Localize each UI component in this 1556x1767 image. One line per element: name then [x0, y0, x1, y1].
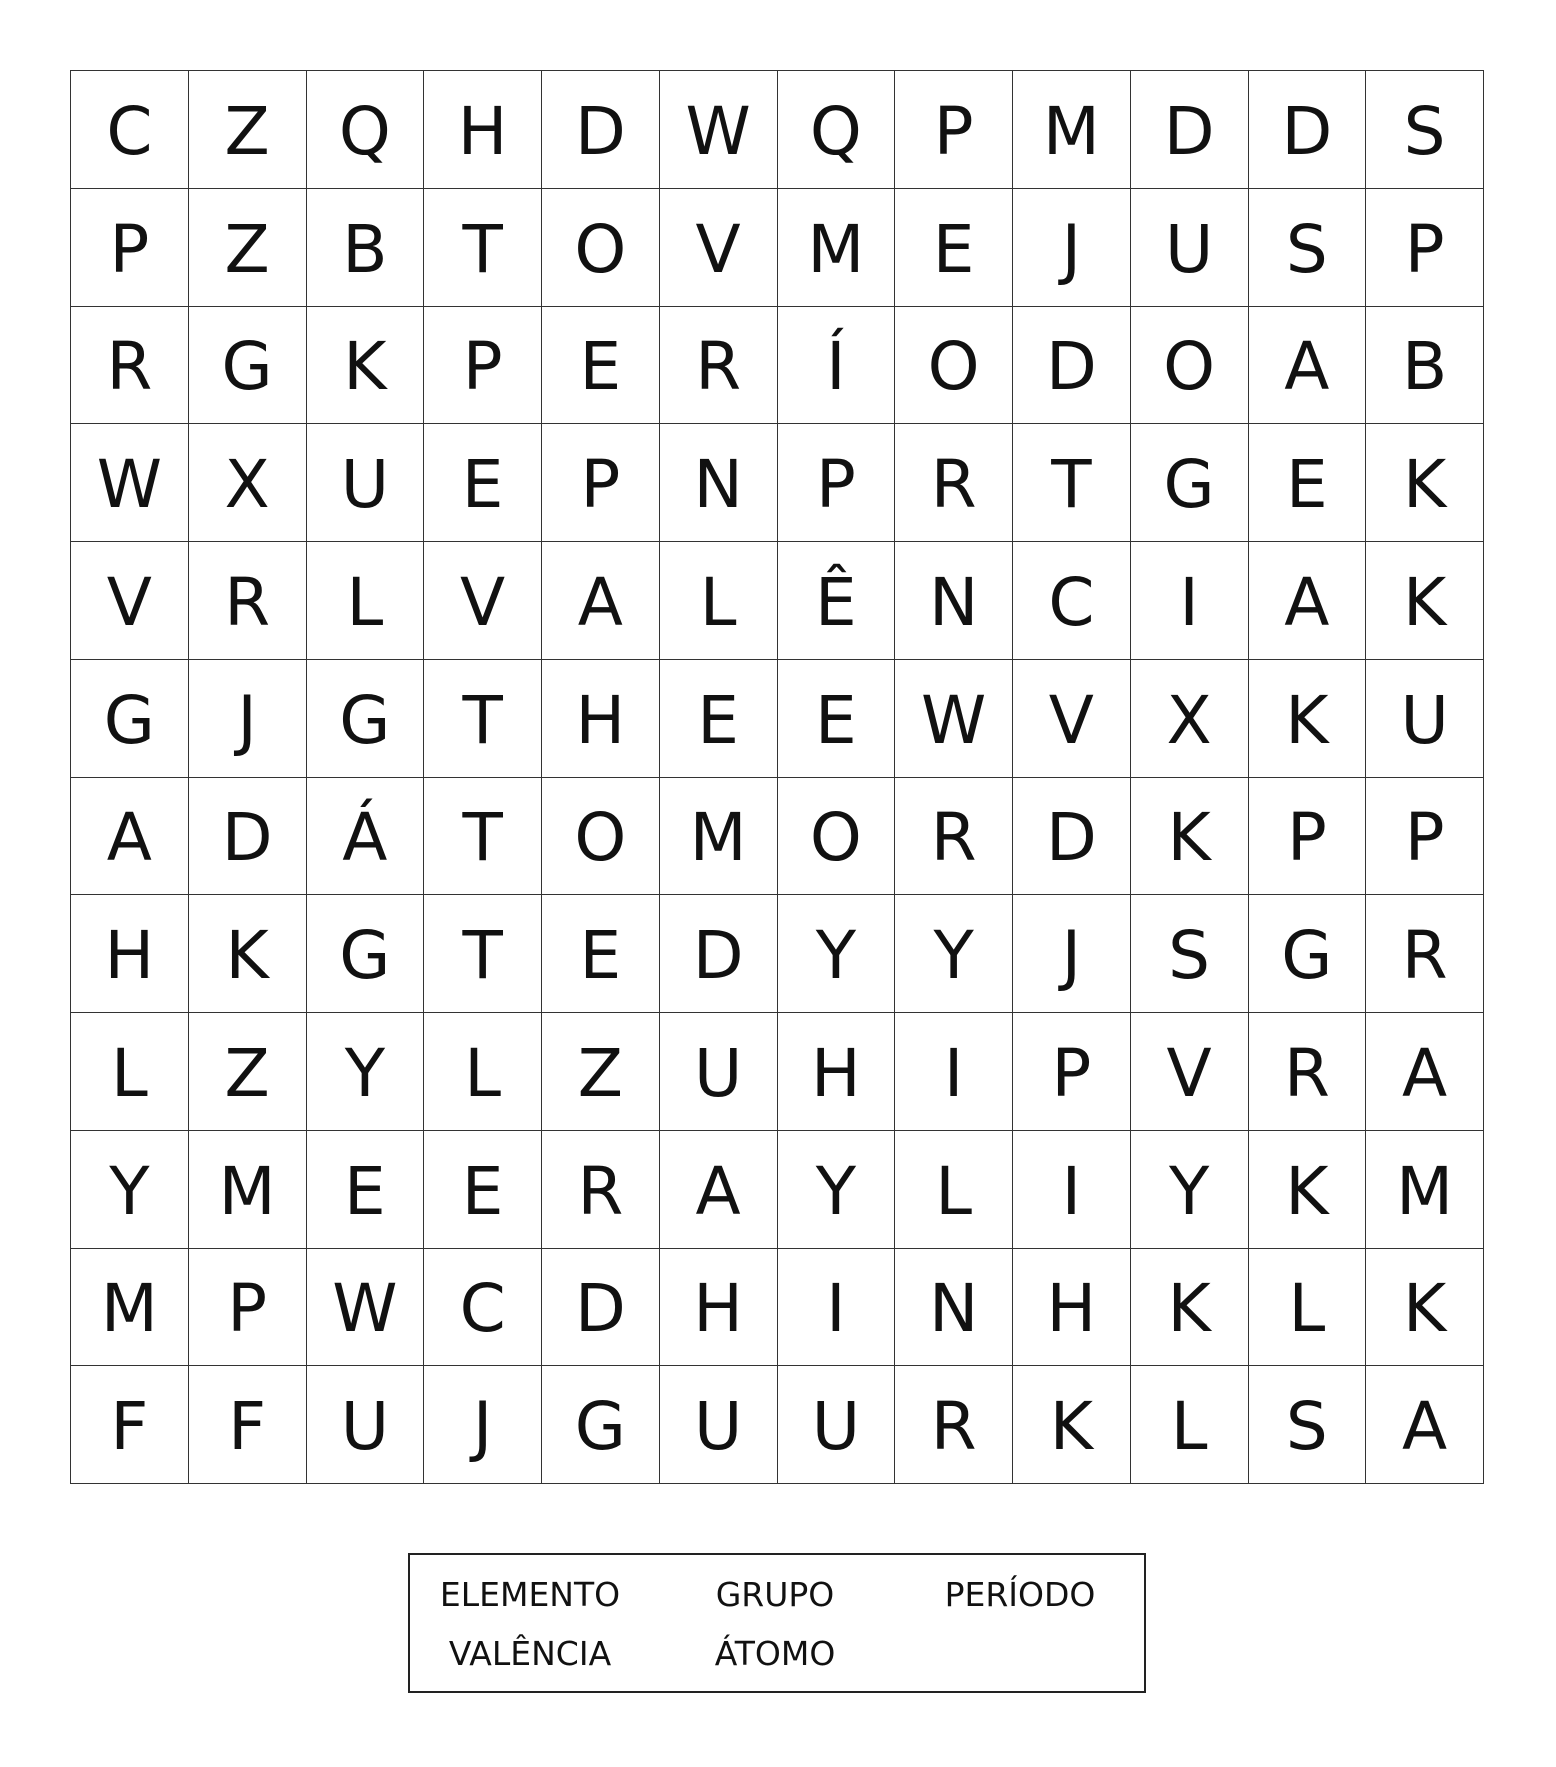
- grid-cell[interactable]: D: [542, 71, 660, 189]
- grid-cell[interactable]: I: [1131, 542, 1249, 660]
- grid-cell[interactable]: D: [660, 895, 778, 1013]
- grid-cell[interactable]: L: [424, 1013, 542, 1131]
- grid-cell[interactable]: R: [895, 778, 1013, 896]
- grid-cell[interactable]: N: [895, 1249, 1013, 1367]
- grid-cell[interactable]: P: [895, 71, 1013, 189]
- grid-cell[interactable]: K: [1366, 1249, 1484, 1367]
- grid-cell[interactable]: M: [1013, 71, 1131, 189]
- grid-cell[interactable]: Z: [189, 1013, 307, 1131]
- grid-cell[interactable]: C: [71, 71, 189, 189]
- grid-cell[interactable]: N: [660, 424, 778, 542]
- grid-cell[interactable]: R: [660, 307, 778, 425]
- grid-cell[interactable]: H: [542, 660, 660, 778]
- grid-cell[interactable]: E: [895, 189, 1013, 307]
- grid-cell[interactable]: K: [1366, 542, 1484, 660]
- grid-cell[interactable]: Q: [778, 71, 896, 189]
- grid-cell[interactable]: U: [1366, 660, 1484, 778]
- grid-cell[interactable]: U: [307, 424, 425, 542]
- grid-cell[interactable]: P: [71, 189, 189, 307]
- grid-cell[interactable]: K: [1131, 778, 1249, 896]
- grid-cell[interactable]: H: [1013, 1249, 1131, 1367]
- grid-cell[interactable]: O: [895, 307, 1013, 425]
- grid-cell[interactable]: K: [1249, 660, 1367, 778]
- grid-cell[interactable]: P: [424, 307, 542, 425]
- grid-cell[interactable]: J: [1013, 895, 1131, 1013]
- grid-cell[interactable]: M: [778, 189, 896, 307]
- grid-cell[interactable]: Y: [1131, 1131, 1249, 1249]
- grid-cell[interactable]: W: [71, 424, 189, 542]
- grid-cell[interactable]: A: [1366, 1366, 1484, 1484]
- grid-cell[interactable]: L: [660, 542, 778, 660]
- grid-cell[interactable]: G: [189, 307, 307, 425]
- grid-cell[interactable]: M: [660, 778, 778, 896]
- grid-cell[interactable]: C: [424, 1249, 542, 1367]
- grid-cell[interactable]: W: [307, 1249, 425, 1367]
- grid-cell[interactable]: S: [1366, 71, 1484, 189]
- grid-cell[interactable]: K: [1131, 1249, 1249, 1367]
- grid-cell[interactable]: P: [542, 424, 660, 542]
- grid-cell[interactable]: U: [307, 1366, 425, 1484]
- grid-cell[interactable]: L: [895, 1131, 1013, 1249]
- grid-cell[interactable]: D: [542, 1249, 660, 1367]
- grid-cell[interactable]: E: [424, 424, 542, 542]
- grid-cell[interactable]: M: [1366, 1131, 1484, 1249]
- grid-cell[interactable]: H: [71, 895, 189, 1013]
- grid-cell[interactable]: L: [71, 1013, 189, 1131]
- grid-cell[interactable]: R: [71, 307, 189, 425]
- grid-cell[interactable]: G: [542, 1366, 660, 1484]
- grid-cell[interactable]: T: [1013, 424, 1131, 542]
- word-search-grid: [70, 70, 1484, 1484]
- grid-cell[interactable]: K: [307, 307, 425, 425]
- word-grupo: GRUPO: [715, 1575, 835, 1614]
- grid-cell[interactable]: O: [1131, 307, 1249, 425]
- grid-cell[interactable]: I: [1013, 1131, 1131, 1249]
- grid-cell[interactable]: T: [424, 189, 542, 307]
- grid-cell[interactable]: R: [895, 424, 1013, 542]
- grid-cell[interactable]: F: [71, 1366, 189, 1484]
- grid-cell[interactable]: A: [71, 778, 189, 896]
- grid-cell[interactable]: B: [1366, 307, 1484, 425]
- grid-cell[interactable]: F: [189, 1366, 307, 1484]
- grid-cell[interactable]: I: [778, 1249, 896, 1367]
- grid-cell[interactable]: X: [1131, 660, 1249, 778]
- grid-cell[interactable]: V: [71, 542, 189, 660]
- grid-cell[interactable]: C: [1013, 542, 1131, 660]
- grid-cell[interactable]: J: [189, 660, 307, 778]
- word-atomo: ÁTOMO: [714, 1634, 836, 1673]
- grid-cell[interactable]: M: [189, 1131, 307, 1249]
- grid-cell[interactable]: B: [307, 189, 425, 307]
- grid-cell[interactable]: D: [1013, 778, 1131, 896]
- grid-cell[interactable]: E: [424, 1131, 542, 1249]
- grid-cell[interactable]: L: [1249, 1249, 1367, 1367]
- grid-cell[interactable]: U: [660, 1366, 778, 1484]
- grid-cell[interactable]: W: [660, 71, 778, 189]
- grid-cell[interactable]: S: [1249, 189, 1367, 307]
- grid-cell[interactable]: Y: [895, 895, 1013, 1013]
- grid-cell[interactable]: R: [542, 1131, 660, 1249]
- grid-cell[interactable]: G: [307, 895, 425, 1013]
- grid-cell[interactable]: P: [1366, 778, 1484, 896]
- grid-cell[interactable]: Ê: [778, 542, 896, 660]
- grid-cell[interactable]: A: [542, 542, 660, 660]
- grid-cell[interactable]: H: [424, 71, 542, 189]
- grid-cell[interactable]: A: [660, 1131, 778, 1249]
- grid-cell[interactable]: T: [424, 660, 542, 778]
- grid-cell[interactable]: D: [1249, 71, 1367, 189]
- grid-cell[interactable]: U: [660, 1013, 778, 1131]
- grid-cell[interactable]: S: [1249, 1366, 1367, 1484]
- grid-cell[interactable]: E: [542, 895, 660, 1013]
- grid-cell[interactable]: L: [1131, 1366, 1249, 1484]
- grid-cell[interactable]: O: [542, 778, 660, 896]
- grid-cell[interactable]: Y: [71, 1131, 189, 1249]
- grid-cell[interactable]: A: [1249, 542, 1367, 660]
- grid-cell[interactable]: Í: [778, 307, 896, 425]
- grid-cell[interactable]: Y: [778, 895, 896, 1013]
- grid-cell[interactable]: K: [1013, 1366, 1131, 1484]
- grid-cell[interactable]: D: [189, 778, 307, 896]
- grid-cell[interactable]: O: [778, 778, 896, 896]
- grid-cell[interactable]: A: [1366, 1013, 1484, 1131]
- grid-cell[interactable]: N: [895, 542, 1013, 660]
- grid-cell[interactable]: G: [1131, 424, 1249, 542]
- grid-cell[interactable]: V: [1013, 660, 1131, 778]
- grid-cell[interactable]: A: [1249, 307, 1367, 425]
- grid-cell[interactable]: M: [71, 1249, 189, 1367]
- grid-cell[interactable]: S: [1131, 895, 1249, 1013]
- grid-cell[interactable]: W: [895, 660, 1013, 778]
- grid-cell[interactable]: R: [1366, 895, 1484, 1013]
- grid-cell[interactable]: H: [778, 1013, 896, 1131]
- grid-cell[interactable]: P: [1366, 189, 1484, 307]
- word-bank: [408, 1553, 1146, 1693]
- grid-cell[interactable]: Z: [189, 71, 307, 189]
- grid-cell[interactable]: U: [778, 1366, 896, 1484]
- grid-cell[interactable]: H: [660, 1249, 778, 1367]
- grid-cell[interactable]: Y: [778, 1131, 896, 1249]
- grid-cell[interactable]: Z: [542, 1013, 660, 1131]
- grid-cell[interactable]: Q: [307, 71, 425, 189]
- grid-cell[interactable]: J: [1013, 189, 1131, 307]
- grid-cell[interactable]: J: [424, 1366, 542, 1484]
- grid-cell[interactable]: K: [189, 895, 307, 1013]
- grid-cell[interactable]: R: [189, 542, 307, 660]
- grid-cell[interactable]: P: [189, 1249, 307, 1367]
- grid-cell[interactable]: V: [660, 189, 778, 307]
- word-valencia: VALÊNCIA: [448, 1634, 612, 1673]
- grid-cell[interactable]: P: [1249, 778, 1367, 896]
- grid-cell[interactable]: L: [307, 542, 425, 660]
- grid-cell[interactable]: R: [895, 1366, 1013, 1484]
- word-periodo: PERÍODO: [944, 1575, 1096, 1614]
- word-elemento: ELEMENTO: [439, 1575, 621, 1614]
- grid-cell[interactable]: Á: [307, 778, 425, 896]
- grid-cell[interactable]: E: [1249, 424, 1367, 542]
- grid-cell[interactable]: T: [424, 778, 542, 896]
- grid-cell[interactable]: D: [1013, 307, 1131, 425]
- grid-cell[interactable]: R: [1249, 1013, 1367, 1131]
- grid-cell[interactable]: D: [1131, 71, 1249, 189]
- grid-cell[interactable]: E: [660, 660, 778, 778]
- grid-cell[interactable]: G: [71, 660, 189, 778]
- grid-cell[interactable]: K: [1366, 424, 1484, 542]
- grid-cell[interactable]: G: [307, 660, 425, 778]
- grid-cell[interactable]: E: [778, 660, 896, 778]
- grid-cell[interactable]: E: [542, 307, 660, 425]
- grid-cell[interactable]: O: [542, 189, 660, 307]
- grid-cell[interactable]: U: [1131, 189, 1249, 307]
- grid-cell[interactable]: P: [1013, 1013, 1131, 1131]
- grid-cell[interactable]: P: [778, 424, 896, 542]
- grid-cell[interactable]: I: [895, 1013, 1013, 1131]
- grid-cell[interactable]: K: [1249, 1131, 1367, 1249]
- grid-cell[interactable]: E: [307, 1131, 425, 1249]
- grid-cell[interactable]: Z: [189, 189, 307, 307]
- grid-cell[interactable]: T: [424, 895, 542, 1013]
- grid-cell[interactable]: Y: [307, 1013, 425, 1131]
- grid-cell[interactable]: G: [1249, 895, 1367, 1013]
- grid-cell[interactable]: V: [1131, 1013, 1249, 1131]
- grid-cell[interactable]: V: [424, 542, 542, 660]
- grid-cell[interactable]: X: [189, 424, 307, 542]
